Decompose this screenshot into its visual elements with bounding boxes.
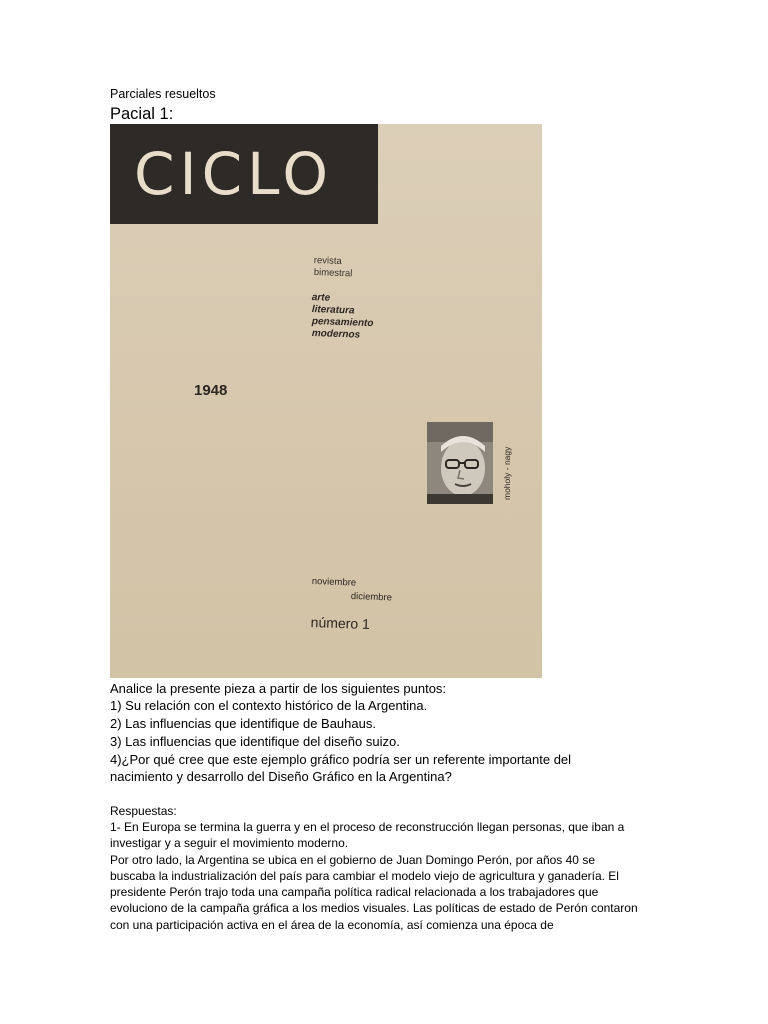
task-item-4: 4)¿Por qué cree que este ejemplo gráfico podría ser un referente importante del nacimiento y desarrollo del Diseño Gráfico en la Argentina? [110, 752, 572, 784]
task-item-3: 3) Las influencias que identifique del diseño suizo. [110, 734, 400, 749]
cover-title-band [110, 124, 378, 224]
portrait-photo [427, 422, 493, 504]
cover-topic-pensamiento: pensamiento [311, 316, 374, 330]
portrait-label: moholy - nagy [502, 446, 512, 500]
task-intro: Analice la presente pieza a partir de los siguientes puntos: [110, 681, 447, 696]
answer-paragraph-1: 1- En Europa se termina la guerra y en el proceso de reconstrucción llegan personas, que iban a investigar y a seguir el movimiento moderno. [110, 820, 625, 851]
cover-topic-literatura: literatura [311, 304, 355, 317]
answer-paragraph-2: Por otro lado, la Argentina se ubica en el gobierno de Juan Domingo Perón, por años 40 se buscaba la industrialización del país para cambiar el modelo viejo de agricultura y ganadería. El presidente Perón trajo toda una campaña política radical relacionada a los trabajadores que evoluciono de la campaña gráfica a los medios visuales. Las políticas de estado de Perón contaron con una participación activa en el área de la economía, así comienza una época de [110, 852, 638, 932]
cover-subtitle-revista: revista [313, 255, 342, 267]
cover-month-diciembre: diciembre [350, 591, 393, 604]
cover-subtitle-bimestral: bimestral [313, 267, 353, 280]
portrait-face-icon [427, 422, 493, 504]
cover-topic-modernos: modernos [311, 328, 361, 341]
section-title: Pacial 1: [110, 105, 174, 123]
cover-title: CICLO [134, 140, 333, 208]
task-item-2: 2) Las influencias que identifique de Bauhaus. [110, 716, 376, 731]
cover-year: 1948 [194, 382, 228, 399]
magazine-cover-image [110, 124, 542, 678]
answer-body [110, 819, 638, 933]
page-heading: Parciales resueltos [110, 87, 216, 101]
cover-month-noviembre: noviembre [311, 576, 357, 589]
cover-topic-arte: arte [311, 292, 331, 304]
answers-label: Respuestas: [110, 804, 177, 818]
task-item-1: 1) Su relación con el contexto histórico de la Argentina. [110, 698, 428, 713]
cover-issue-number: número 1 [310, 614, 371, 633]
